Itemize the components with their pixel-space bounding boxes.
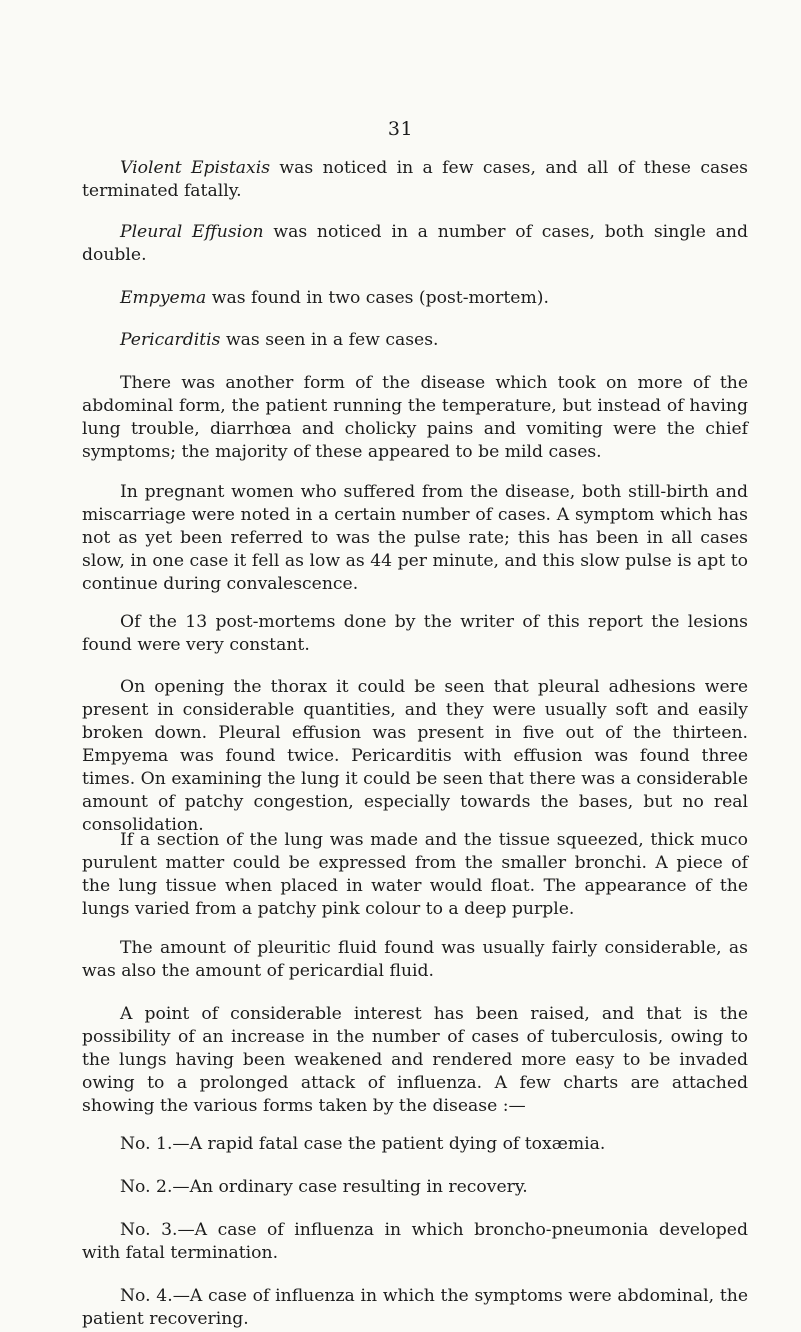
paragraph-pleuritic-fluid bbox=[82, 937, 748, 983]
paragraph-pleural-effusion bbox=[82, 221, 748, 267]
term-pleural-effusion: Pleural Effusion bbox=[120, 222, 264, 242]
paragraph-text: was noticed in a number of cases, both single and double. bbox=[82, 222, 748, 265]
paragraph-text: Of the 13 post-mortems done by the writer of this report the lesions found were very constant. bbox=[82, 612, 748, 655]
paragraph-text: The amount of pleuritic fluid found was usually fairly considerable, as was also the amount of pericardial fluid. bbox=[82, 938, 748, 981]
chart-item-2: No. 2.—An ordinary case resulting in recovery. bbox=[120, 1177, 528, 1197]
paragraph-violent-epistaxis bbox=[82, 157, 748, 203]
paragraph-lung-section bbox=[82, 829, 748, 921]
term-empyema: Empyema bbox=[120, 288, 207, 308]
chart-list-item bbox=[82, 1133, 748, 1156]
paragraph-text: was found in two cases (post-mortem). bbox=[206, 288, 549, 308]
chart-item-1: No. 1.—A rapid fatal case the patient dying of toxæmia. bbox=[120, 1134, 606, 1154]
chart-list-item bbox=[82, 1176, 748, 1199]
paragraph-text: If a section of the lung was made and the tissue squeezed, thick muco purulent matter could be expressed from the smaller bronchi. A piece of the lung tissue when placed in water would float. The appearance of the lungs varied from a patchy pink colour to a deep purple. bbox=[82, 830, 748, 919]
chart-item-4: No. 4.—A case of influenza in which the symptoms were abdominal, the patient recovering. bbox=[82, 1286, 748, 1329]
paragraph-thorax-findings bbox=[82, 676, 748, 837]
paragraph-post-mortems bbox=[82, 611, 748, 657]
paragraph-tuberculosis bbox=[82, 1003, 748, 1118]
term-pericarditis: Pericarditis bbox=[120, 330, 221, 350]
paragraph-pregnancy-pulse bbox=[82, 481, 748, 596]
paragraph-text: A point of considerable interest has been raised, and that is the possibility of an increase in the number of cases of tuberculosis, owing to the lungs having been weakened and rendered more easy to be invaded owing to a prolonged attack of influenza. A few charts are attached showing the various forms taken by the disease :— bbox=[82, 1004, 748, 1116]
paragraph-text: was noticed in a few cases, and all of these cases terminated fatally. bbox=[82, 158, 748, 201]
paragraph-text: was seen in a few cases. bbox=[220, 330, 439, 350]
chart-list-item bbox=[82, 1285, 748, 1331]
paragraph-text: There was another form of the disease which took on more of the abdominal form, the patient running the temperature, but instead of having lung trouble, diarrhœa and cholicky pains and vomiting were the chief symptoms; the majority of these appeared to be mild cases. bbox=[82, 373, 748, 462]
chart-list-item bbox=[82, 1219, 748, 1265]
paragraph-text: In pregnant women who suffered from the disease, both still-birth and miscarriage were noted in a certain number of cases. A symptom which has not as yet been referred to was the pulse rate; this has been in all cases slow, in one case it fell as low as 44 per minute, and this slow pulse is apt to continue during convalescence. bbox=[82, 482, 748, 594]
chart-item-3: No. 3.—A case of influenza in which broncho-pneumonia developed with fatal termination. bbox=[82, 1220, 748, 1263]
paragraph-empyema bbox=[82, 287, 748, 310]
paragraph-abdominal-form bbox=[82, 372, 748, 464]
paragraph-text: On opening the thorax it could be seen that pleural adhesions were present in considerable quantities, and they were usually soft and easily broken down. Pleural effusion was present in five out of the thirteen. Empyema was found twice. Pericarditis with effusion was found three times. On examining the lung it could be seen that there was a considerable amount of patchy congestion, especially towards the bases, but no real consolidation. bbox=[82, 677, 748, 835]
term-violent-epistaxis: Violent Epistaxis bbox=[120, 158, 271, 178]
paragraph-pericarditis bbox=[82, 329, 748, 352]
page-number: 31 bbox=[387, 118, 414, 140]
